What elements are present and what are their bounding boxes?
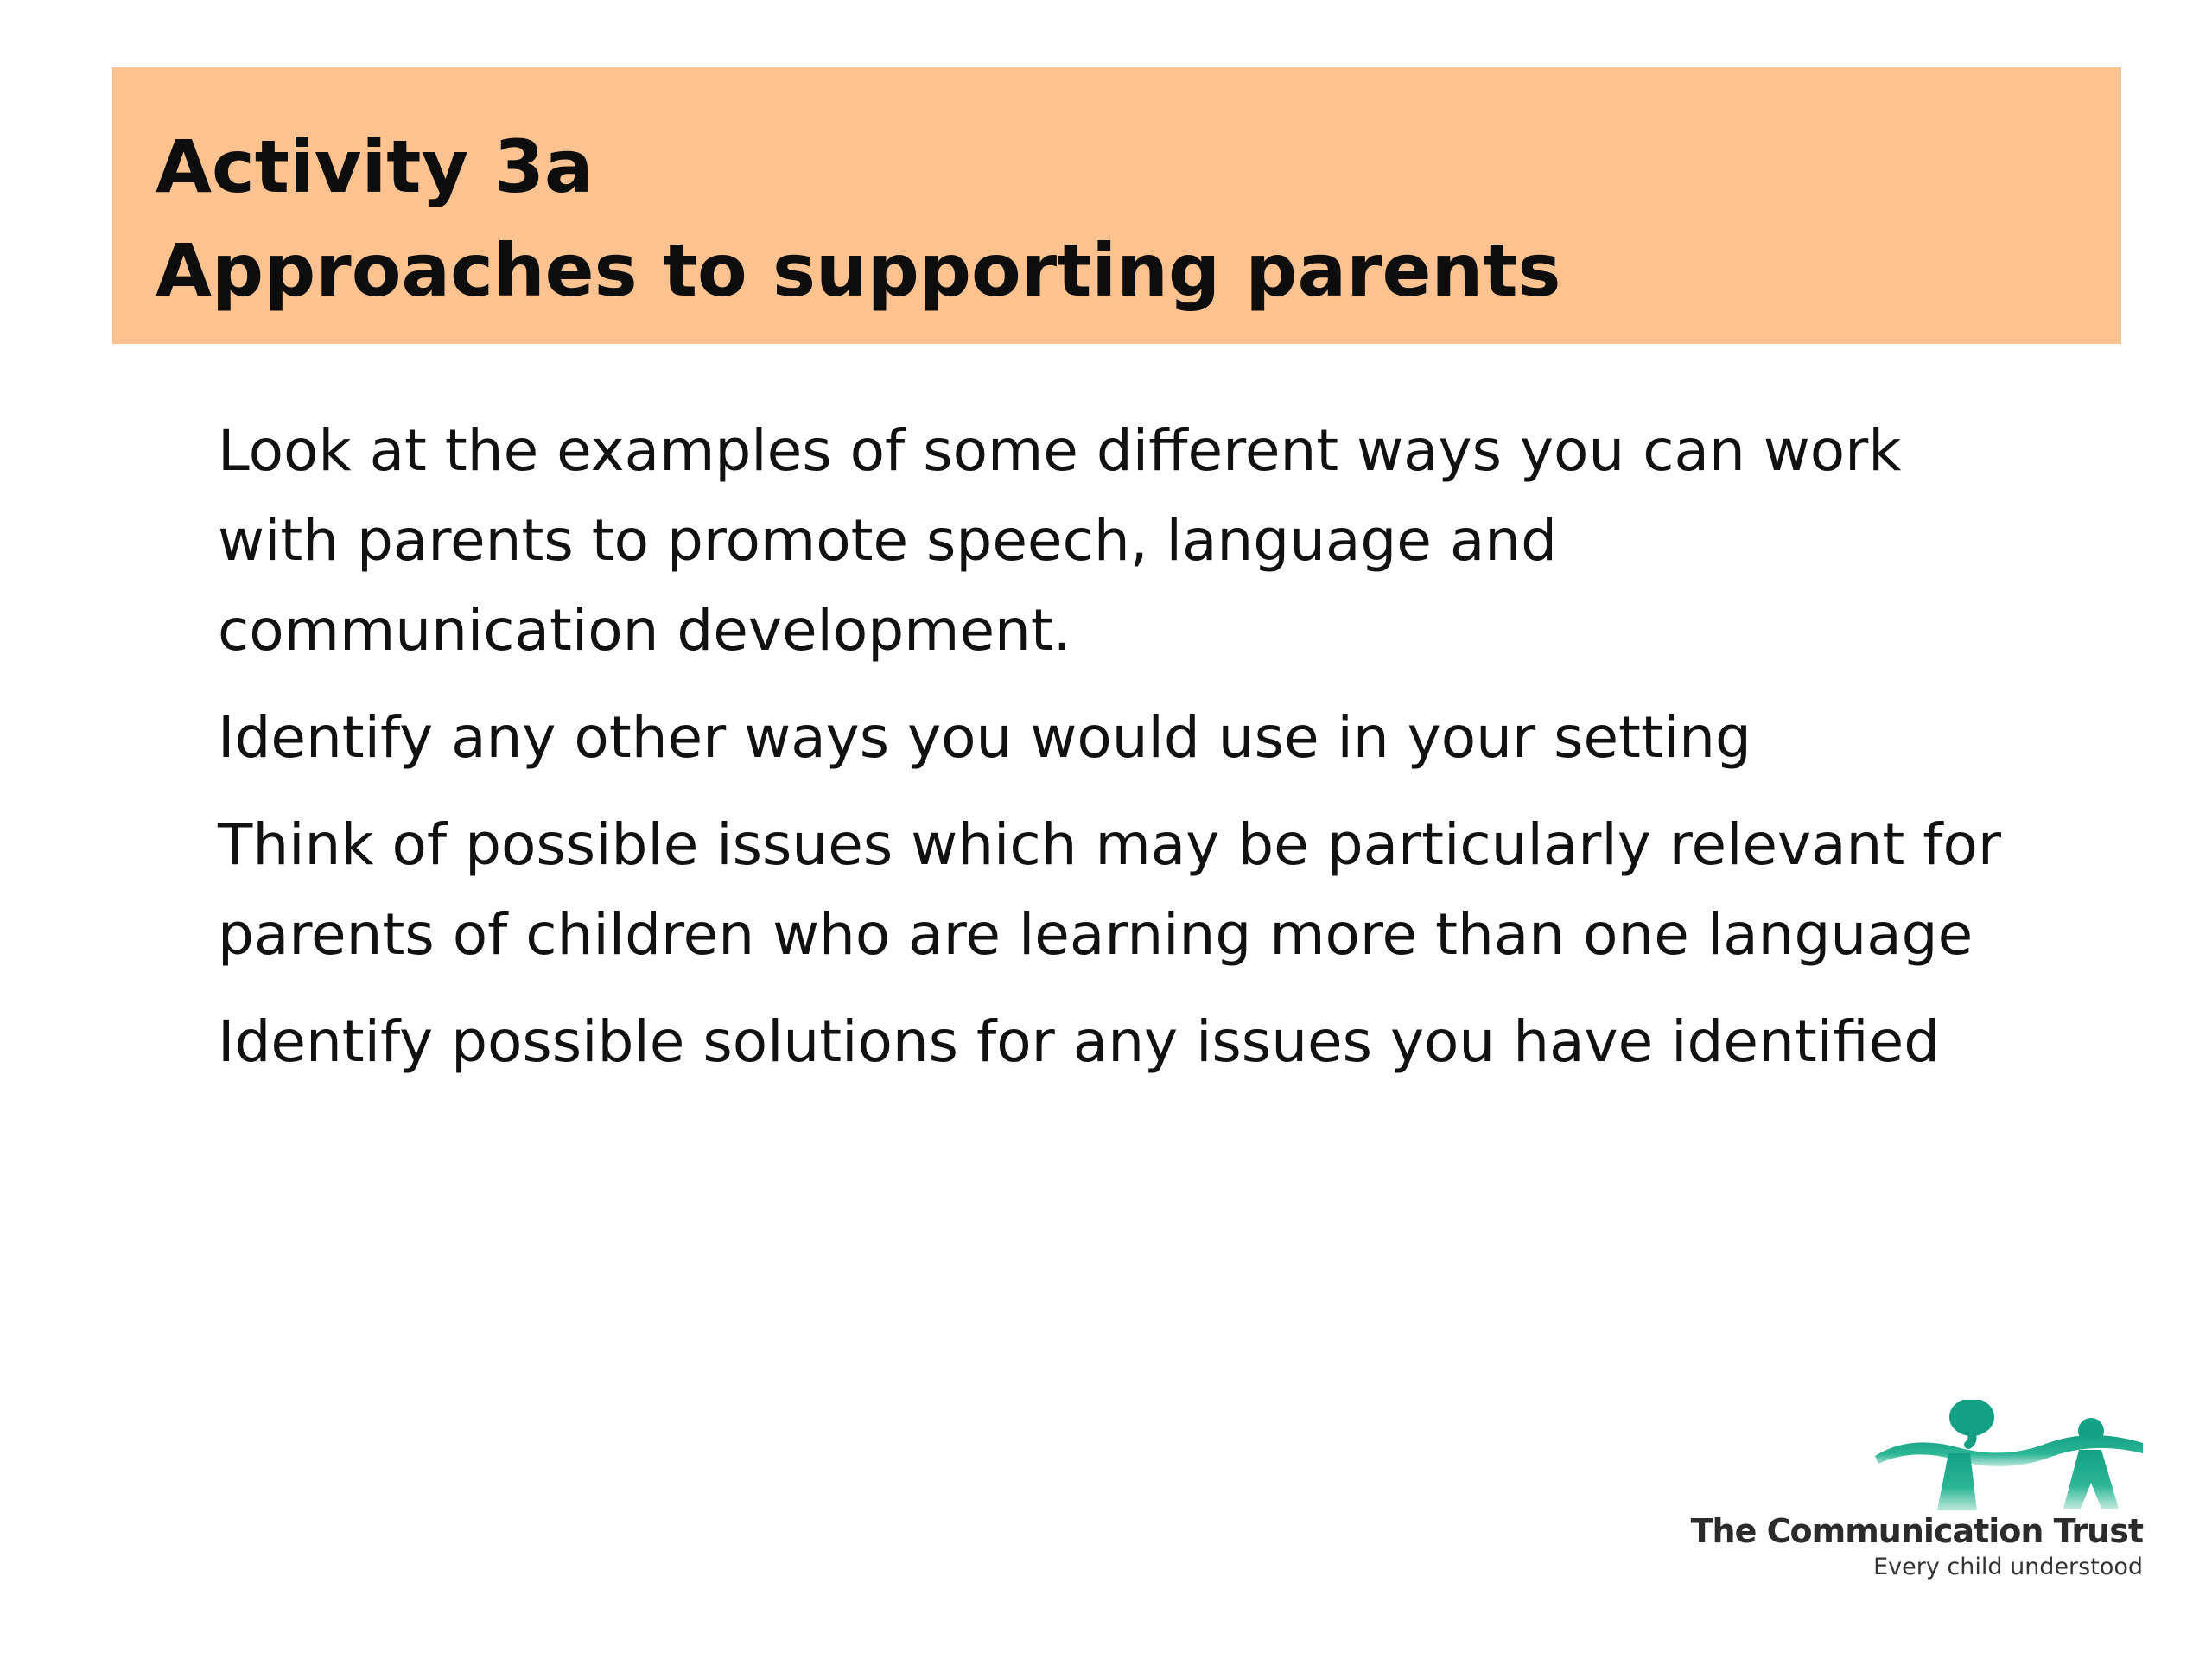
instruction-paragraph-1 (218, 406, 2119, 676)
logo-name: The Communication Trust (1690, 1512, 2143, 1550)
activity-subtitle: Approaches to supporting parents (156, 228, 1561, 313)
activity-title: Activity 3a (156, 124, 594, 209)
instruction-line: communication development. (218, 597, 1071, 664)
instruction-line: parents of children who are learning more than one language (218, 901, 1974, 968)
instruction-paragraph-4 (218, 997, 2119, 1087)
figures-holding-hands-icon (1875, 1400, 2143, 1512)
instruction-line: Look at the examples of some different ways you can work (218, 417, 1902, 484)
logo-tagline: Every child understood (1873, 1554, 2143, 1580)
instruction-paragraph-3 (218, 800, 2119, 980)
communication-trust-logo (1690, 1400, 2152, 1590)
instruction-line: with parents to promote speech, language and (218, 507, 1558, 574)
instructions (218, 406, 2119, 1104)
title-banner (112, 67, 2121, 344)
instruction-line: Identify any other ways you would use in your setting (218, 704, 1751, 771)
instruction-line: Identify possible solutions for any issues you have identified (218, 1008, 1941, 1075)
instruction-paragraph-2 (218, 693, 2119, 783)
instruction-line: Think of possible issues which may be particularly relevant for (218, 811, 2001, 878)
